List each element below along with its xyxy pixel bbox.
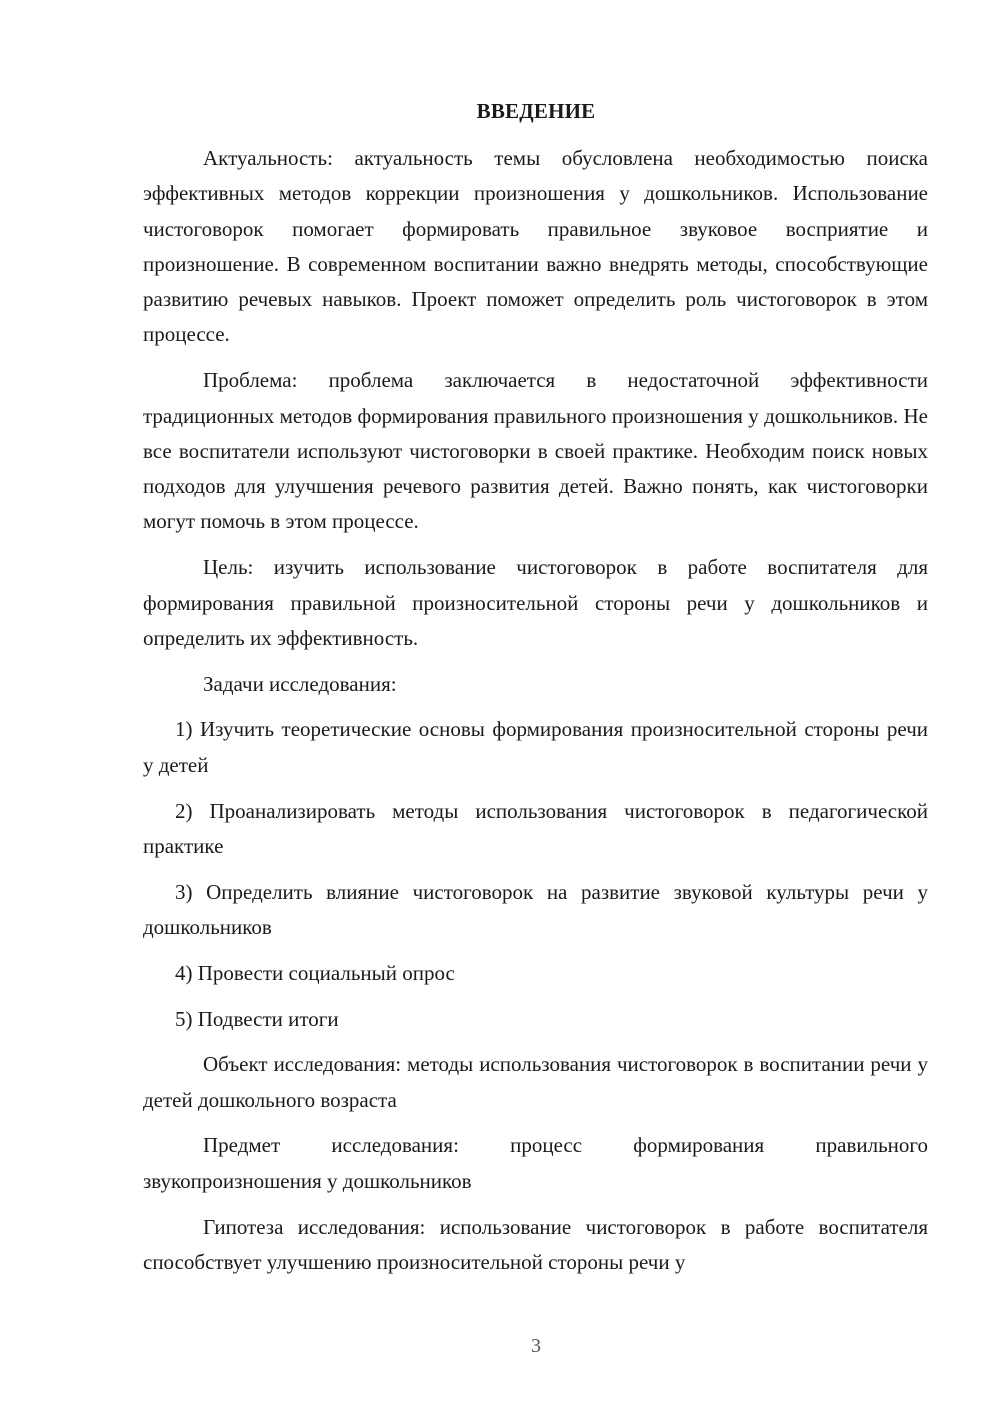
paragraph-tasks-title: Задачи исследования: [203,671,397,696]
paragraph-goal: Цель: изучить использование чистоговорок в работе воспитателя для формирования правильной произносительной стороны речи у дошкольников и определить их эффективность. [143,555,928,650]
page-number: 3 [531,1335,541,1357]
task-item-2: 2) Проанализировать методы использования чистоговорок в педагогической практике [143,798,928,858]
paragraph-problem: Проблема: проблема заключается в недостаточной эффективности традиционных методов формирования правильного произношения у дошкольников. Не все воспитатели используют чистоговорки в своей практике. Необходим поиск новых подходов для улучшения речевого развития детей. Важно понять, как чистоговорки могут помочь в этом процессе. [143,368,928,534]
task-item-3: 3) Определить влияние чистоговорок на развитие звуковой культуры речи у дошкольников [143,879,928,939]
task-item-5: 5) Подвести итоги [175,1006,339,1031]
task-item-4: 4) Провести социальный опрос [175,960,455,985]
paragraph-hypothesis: Гипотеза исследования: использование чистоговорок в работе воспитателя способствует улучшению произносительной стороны речи у [143,1214,928,1274]
paragraph-object: Объект исследования: методы использования чистоговорок в воспитании речи у детей дошкольного возраста [143,1052,928,1112]
paragraph-subject: Предмет исследования: процесс формирования правильного звукопроизношения у дошкольников [143,1133,928,1193]
page-heading: ВВЕДЕНИЕ [476,99,596,123]
paragraph-relevance: Актуальность: актуальность темы обусловлена необходимостью поиска эффективных методов коррекции произношения у дошкольников. Использование чистоговорок помогает формировать правильное звуковое восприятие и произношение. В современном воспитании важно внедрять методы, способствующие развитию речевых навыков. Проект поможет определить роль чистоговорок в этом процессе. [143,146,928,347]
document-body [143,141,928,1291]
task-item-1: 1) Изучить теоретические основы формирования произносительной стороны речи у детей [143,717,928,777]
